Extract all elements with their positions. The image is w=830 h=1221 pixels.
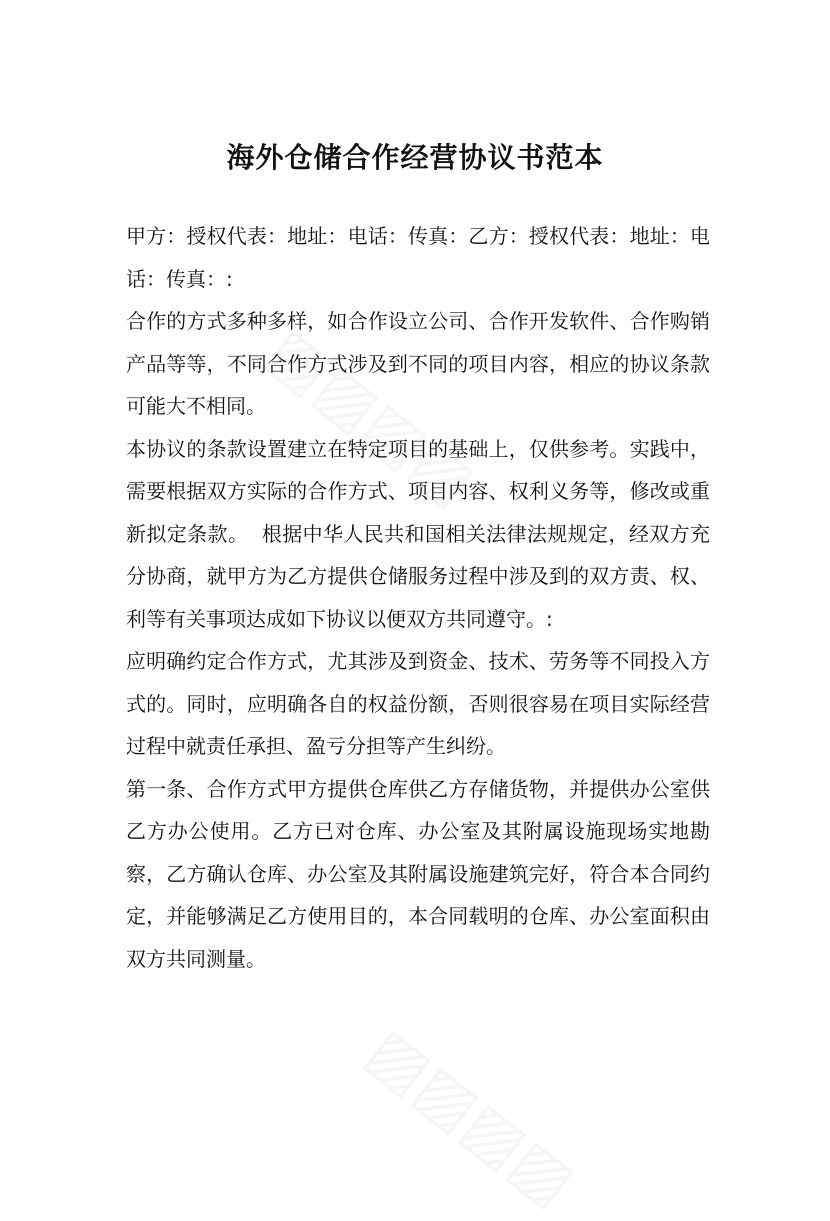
paragraph-terms-basis: 本协议的条款设置建立在特定项目的基础上，仅供参考。实践中，需要根据双方实际的合作方式、项目内容、权利义务等，修改或重新拟定条款。 根据中华人民共和国相关法律法规规定，经双方充分协商，就甲方为乙方提供仓储服务过程中涉及到的双方责、权、利等有关事项达成如下协议以便双方共同遵守。: <box>126 436 710 631</box>
paragraph-article-1: 第一条、合作方式甲方提供仓库供乙方存储货物，并提供办公室供乙方办公使用。乙方已对仓库、办公室及其附属设施现场实地勘察，乙方确认仓库、办公室及其附属设施建筑完好，符合本合同约定，并能够满足乙方使用目的，本合同载明的仓库、办公室面积由双方共同测量。 <box>126 776 710 971</box>
paragraph-define-cooperation: 应明确约定合作方式，尤其涉及到资金、技术、劳务等不同投入方式的。同时，应明确各自的权益份额，否则很容易在项目实际经营过程中就责任承担、盈亏分担等产生纠纷。 <box>126 649 710 758</box>
paragraph-cooperation-methods: 合作的方式多种多样，如合作设立公司、合作开发软件、合作购销产品等等，不同合作方式涉及到不同的项目内容，相应的协议条款可能大不相同。 <box>126 309 710 418</box>
paragraph-parties: 甲方：授权代表：地址：电话：传真：乙方：授权代表：地址：电话：传真：: <box>126 224 710 291</box>
document-title: 海外仓储合作经营协议书范本 <box>226 141 604 174</box>
document-body <box>126 215 710 980</box>
watermark <box>353 1013 589 1220</box>
